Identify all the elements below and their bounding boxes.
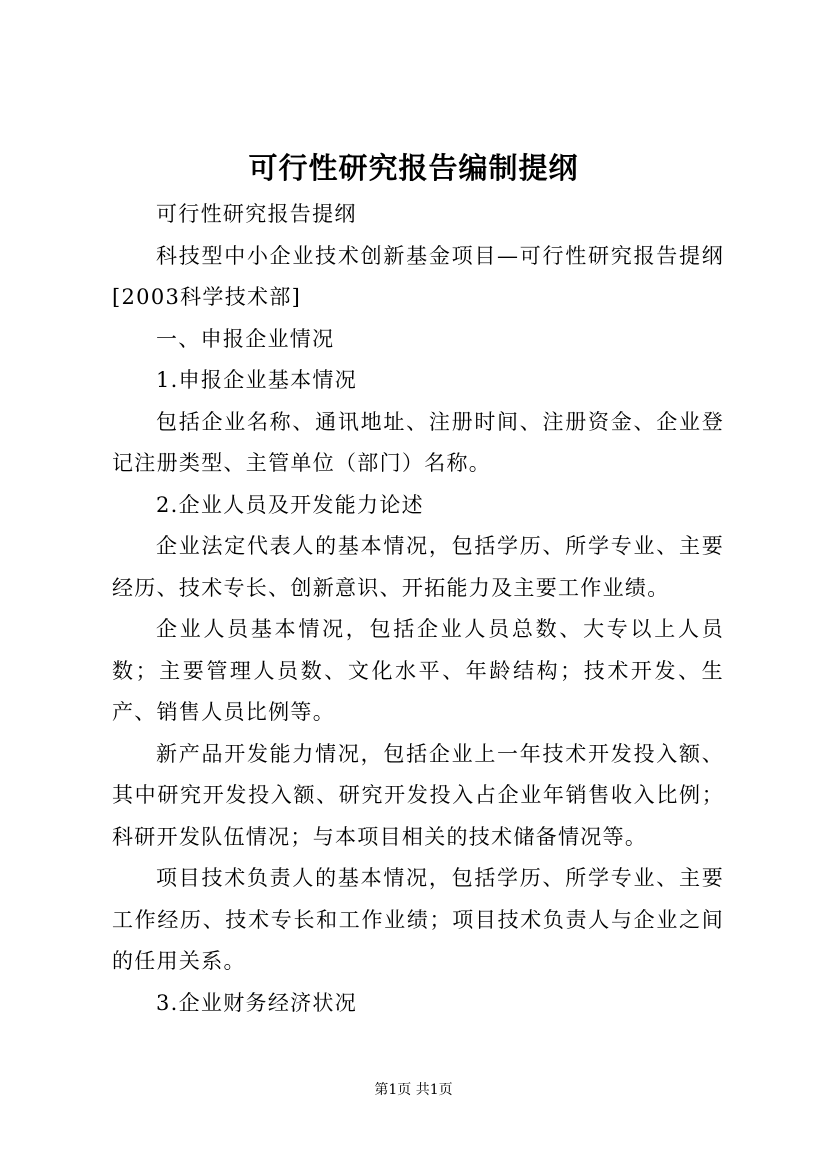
document-body [112, 194, 724, 1024]
page-number-footer: 第1页 共1页 [374, 1082, 453, 1098]
paragraph-subtitle: 可行性研究报告提纲 [156, 202, 357, 226]
subsection-heading-1-2: 2.企业人员及开发能力论述 [156, 492, 424, 517]
paragraph-staff-info: 企业人员基本情况，包括企业人员总数、大专以上人员数；主要管理人员数、文化水平、年龄结构；技术开发、生产、销售人员比例等。 [112, 617, 724, 724]
paragraph-rd-capability: 新产品开发能力情况，包括企业上一年技术开发投入额、其中研究开发投入额、研究开发投入占企业年销售收入比例；科研开发队伍情况；与本项目相关的技术储备情况等。 [112, 741, 724, 849]
paragraph-program-name: 科技型中小企业技术创新基金项目—可行性研究报告提纲[2003科学技术部] [112, 243, 724, 309]
section-heading-1: 一、申报企业情况 [156, 326, 335, 351]
subsection-heading-1-3: 3.企业财务经济状况 [156, 990, 358, 1015]
paragraph-basic-info: 包括企业名称、通讯地址、注册时间、注册资金、企业登记注册类型、主管单位（部门）名称。 [112, 409, 724, 475]
subsection-heading-1-1: 1.申报企业基本情况 [156, 368, 358, 392]
paragraph-tech-lead: 项目技术负责人的基本情况，包括学历、所学专业、主要工作经历、技术专长和工作业绩；项目技术负责人与企业之间的任用关系。 [112, 866, 724, 973]
document-title: 可行性研究报告编制提纲 [248, 151, 579, 185]
paragraph-legal-representative: 企业法定代表人的基本情况，包括学历、所学专业、主要经历、技术专长、创新意识、开拓能力及主要工作业绩。 [112, 534, 724, 600]
